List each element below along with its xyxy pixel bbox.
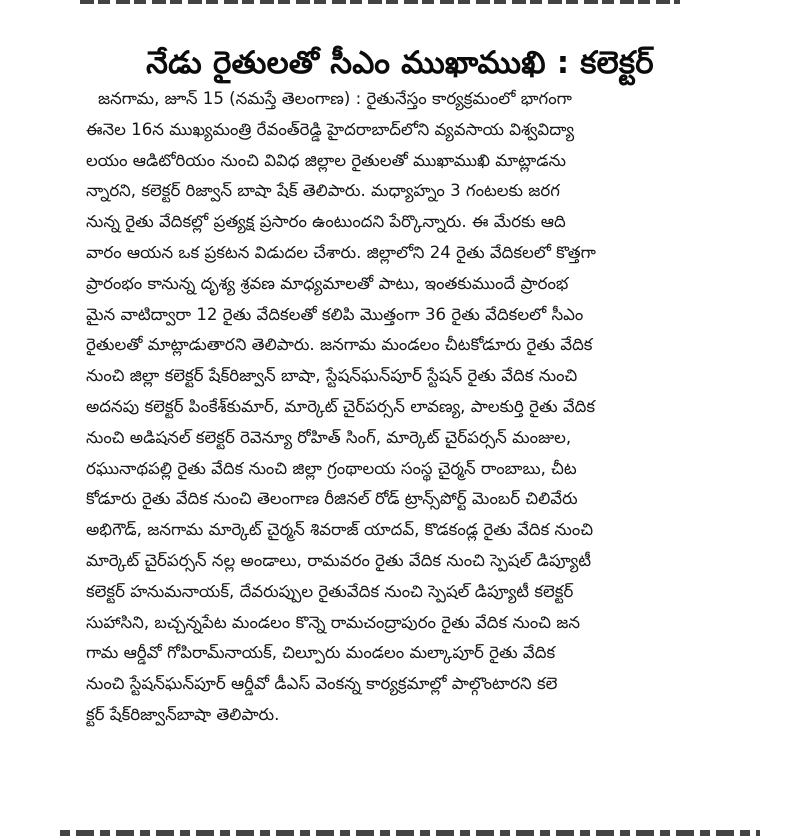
clipped-next-article-text (60, 826, 760, 836)
clipped-previous-article-text (80, 0, 680, 8)
article-line: న్నారని, కలెక్టర్ రిజ్వాన్ బాషా షేక్ తెలిపారు. మధ్యాహ్నం 3 గంటలకు జరగ (86, 181, 560, 201)
headline: నేడు రైతులతో సీఎం ముఖాముఖి : కలెక్టర్ (146, 44, 654, 81)
article-line: నుంచి జిల్లా కలెక్టర్ షేక్‌రిజ్వాన్ బాషా, స్టేషన్‌ఘన్‌పూర్ స్టేషన్ రైతు వేదిక నుంచి (86, 366, 578, 386)
article-line: వారం ఆయన ఒక ప్రకటన విడుదల చేశారు. జిల్లాలోని 24 రైతు వేదికలలో కొత్తగా (86, 242, 596, 262)
article-line: అభిగౌడ్, జనగామ మార్కెట్ చైర్మన్ శివరాజ్ యాదవ్, కొడకండ్ల రైతు వేదిక నుంచి (86, 520, 594, 540)
article-line: నుంచి అడిషనల్ కలెక్టర్ రెవెన్యూ రోహిత్ సింగ్, మార్కెట్ చైర్‌పర్సన్ మంజుల, (86, 427, 572, 447)
article-line: క్టర్ షేక్‌రిజ్వాన్‌బాషా తెలిపారు. (86, 704, 280, 724)
article-line: మైన వాటిద్వారా 12 రైతు వేదికలతో కలిపి మొత్తంగా 36 రైతు వేదికలలో సీఎం (86, 304, 584, 324)
article-line: సుహాసిని, బచ్చన్నపేట మండలం కొన్నె రామచంద్రాపురం రైతు వేదిక నుంచి జన (86, 612, 581, 632)
article-line: లయం ఆడిటోరియం నుంచి వివిధ జిల్లాల రైతులతో ముఖాముఖి మాట్లాడను (86, 150, 566, 170)
article-line: గామ ఆర్డీవో గోపిరామ్‌నాయక్, చిల్పూరు మండలం మల్కాపూర్ రైతు వేదిక (86, 643, 556, 663)
article-line: ఈనెల 16న ముఖ్యమంత్రి రేవంత్‌రెడ్డి హైదరాబాద్‌లోని వ్యవసాయ విశ్వవిద్యా (86, 119, 575, 139)
article-line: రఘునాథపల్లి రైతు వేదిక నుంచి జిల్లా గ్రంథాలయ సంస్థ చైర్మన్ రాంబాబు, చీట (86, 458, 577, 478)
article-line: కలెక్టర్ హనుమనాయక్, దేవరుప్పుల రైతువేదిక నుంచి స్పెషల్ డిప్యూటీ కలెక్టర్ (86, 581, 574, 601)
article-line: మార్కెట్ చైర్‌పర్సన్ నల్ల అండాలు, రామవరం రైతు వేదిక నుంచి స్పెషల్ డిప్యూటీ (86, 550, 592, 570)
article-line: ప్రారంభం కానున్న దృశ్య శ్రవణ మాధ్యమాలతో పాటు, ఇంతకుముందే ప్రారంభ (86, 273, 569, 293)
article-line: జనగామ, జూన్ 15 (నమస్తే తెలంగాణ) : రైతునేస్తం కార్యక్రమంలో భాగంగా (98, 89, 572, 108)
article-body (86, 84, 738, 731)
article-line: నున్న రైతు వేదికల్లో ప్రత్యక్ష ప్రసారం ఉంటుందని పేర్కొన్నారు. ఈ మేరకు ఆది (86, 212, 566, 232)
article-line: నుంచి స్టేషన్‌ఘన్‌పూర్ ఆర్డీవో డీఎస్ వెంకన్న కార్యక్రమాల్లో పాల్గొంటారని కలె (86, 674, 558, 694)
article-line: అదనపు కలెక్టర్ పింకేశ్‌కుమార్, మార్కెట్ చైర్‌పర్సన్ లావణ్య, పాలకుర్తి రైతు వేదిక (86, 396, 596, 416)
article-line: కోడూరు రైతు వేదిక నుంచి తెలంగాణ రీజినల్ రోడ్ ట్రాన్స్‌పోర్ట్ మెంబర్ చిలివేరు (86, 489, 578, 509)
article-line: రైతులతో మాట్లాడుతారని తెలిపారు. జనగామ మండలం చీటకోడూరు రైతు వేదిక (86, 335, 593, 355)
